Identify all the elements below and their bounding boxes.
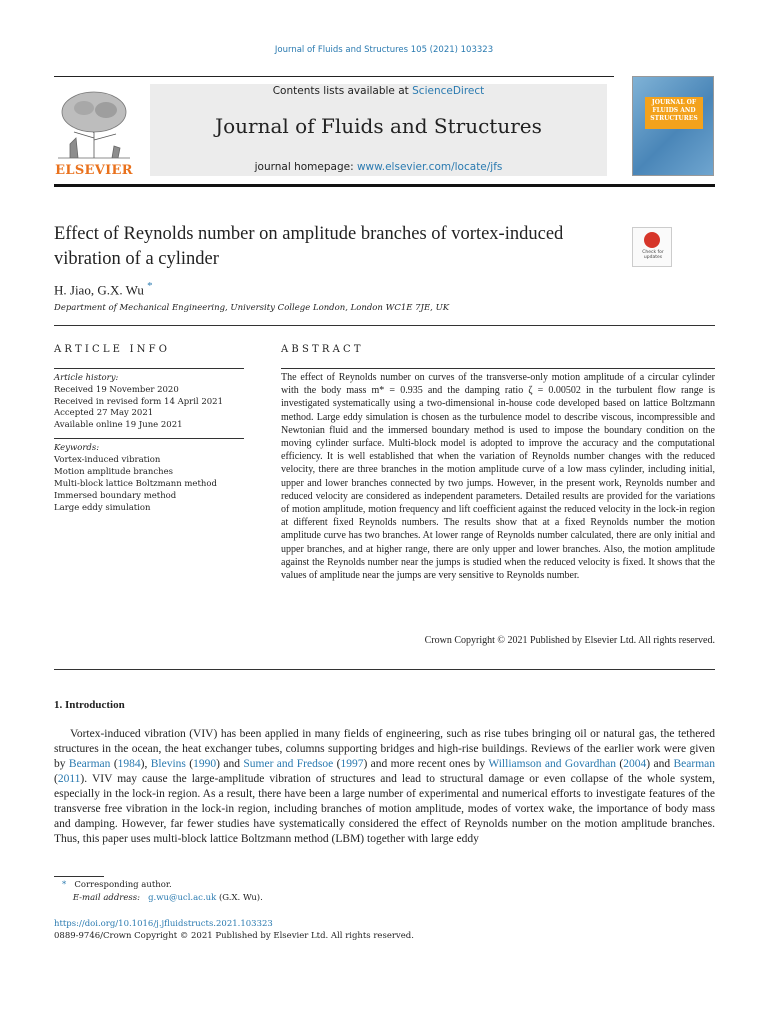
publisher-name: ELSEVIER <box>55 163 133 178</box>
doi-link[interactable]: https://doi.org/10.1016/j.jfluidstructs.2021.103323 <box>54 919 273 929</box>
article-title: Effect of Reynolds number on amplitude branches of vortex-induced vibration of a cylinder <box>54 224 564 269</box>
journal-citation[interactable]: Journal of Fluids and Structures 105 (2021) 103323 <box>274 45 494 55</box>
corresponding-author-mark[interactable]: * <box>147 280 153 292</box>
history-item: Received in revised form 14 April 2021 <box>54 396 223 407</box>
reference-year-link[interactable]: 2011 <box>57 773 81 785</box>
keyword-item: Immersed boundary method <box>54 491 177 501</box>
reference-link[interactable]: Williamson and Govardhan <box>488 758 617 770</box>
email-link[interactable]: g.wu@ucl.ac.uk <box>148 893 217 903</box>
reference-link[interactable]: Bearman <box>68 758 111 770</box>
footnote-divider <box>54 876 104 877</box>
homepage-prefix: journal homepage: <box>254 161 357 173</box>
history-label: Article history: <box>54 373 119 383</box>
history-item: Accepted 27 May 2021 <box>54 408 154 419</box>
email-footnote <box>62 893 263 903</box>
header-thick-rule <box>54 184 715 187</box>
journal-homepage-link[interactable]: www.elsevier.com/locate/jfs <box>356 161 503 173</box>
contents-line <box>150 85 607 97</box>
footnote-text: Corresponding author. <box>74 880 172 890</box>
keyword-item: Motion amplitude branches <box>54 467 173 477</box>
journal-title: Journal of Fluids and Structures <box>215 114 542 138</box>
article-info-heading: ARTICLE INFO <box>54 344 171 355</box>
section-divider <box>54 325 715 326</box>
affiliation: Department of Mechanical Engineering, University College London, London WC1E 7JE, UK <box>54 303 450 313</box>
abstract-heading: ABSTRACT <box>281 344 364 355</box>
keywords <box>54 442 217 514</box>
abstract-text: The effect of Reynolds number on curves of the transverse-only motion amplitude of a circular cylinder with the body mass m* = 0.935 and the damping ratio ζ = 0.00502 in the turbulent flow range is investigated systematically using a two-dimensional in-house code developed based on lattice Boltzmann method. Large eddy simulation is chosen as the turbulence model to describe viscous, incompressible and Newtonian fluid and the immersed boundary method is used to impose the boundary condition on the moving cylinder surface. Multi-block model is adopted to improve the accuracy and the computational efficiency. It is well established that when the variation of Reynolds number changes with the reduced velocity, there are three branches in the motion amplitude curve of a low mass cylinder, including initial, upper and lower branches connected by two jumps. However, in the present work, Reynolds number and reduced velocity are considered as independent parameters. Detailed results are provided for the variations of motion amplitude, motion frequency and lift coefficient against the reduced velocity in the lock-in region at different fixed Reynolds numbers. The results show that at a fixed Reynolds number the motion amplitude curve has two branches. At lower range of Reynolds number calculated, there are only initial and upper branches, and at higher range, there are only upper and lower branches. Also, the motion amplitude against the Reynolds number near the jumps is studied when the reduced velocity is fixed. It shows that the values of amplitude near the jumps are very sensitive to Reynolds number. <box>281 372 715 582</box>
journal-cover-image[interactable] <box>632 76 714 176</box>
keyword-item: Large eddy simulation <box>54 503 151 513</box>
keyword-item: Vortex-induced vibration <box>54 455 161 465</box>
intro-text-part: and more recent ones by <box>367 758 489 770</box>
history-item: Available online 19 June 2021 <box>54 420 183 431</box>
abstract-copyright: Crown Copyright © 2021 Published by Elsevier Ltd. All rights reserved. <box>424 635 715 646</box>
sciencedirect-link[interactable]: ScienceDirect <box>412 85 485 97</box>
header-divider <box>54 76 614 77</box>
author-list <box>54 280 153 298</box>
article-history <box>54 373 223 432</box>
corresponding-author-footnote <box>62 880 172 890</box>
contents-prefix: Contents lists available at <box>272 85 413 97</box>
crossmark-icon <box>644 232 660 248</box>
reference-year-link[interactable]: 1990 <box>193 758 217 770</box>
crossmark-label: Check for updates <box>642 250 664 260</box>
reference-year-link[interactable]: 1984 <box>117 758 141 770</box>
email-suffix: (G.X. Wu). <box>218 893 263 903</box>
reference-year-link[interactable]: 1997 <box>340 758 364 770</box>
author-names: H. Jiao, G.X. Wu <box>54 282 144 298</box>
reference-link[interactable]: Bearman <box>673 758 716 770</box>
reference-link[interactable]: Blevins <box>150 758 186 770</box>
issn-copyright: 0889-9746/Crown Copyright © 2021 Published by Elsevier Ltd. All rights reserved. <box>54 931 414 941</box>
reference-year-link[interactable]: 2004 <box>623 758 647 770</box>
check-for-updates-badge[interactable] <box>632 227 672 267</box>
body-divider <box>54 669 715 670</box>
email-label: E-mail address: <box>72 893 140 903</box>
section-heading-introduction: 1. Introduction <box>54 699 125 711</box>
homepage-line <box>150 161 607 173</box>
reference-link[interactable]: Sumer and Fredsoe <box>243 758 334 770</box>
keyword-item: Multi-block lattice Boltzmann method <box>54 479 217 489</box>
keywords-label: Keywords: <box>54 443 100 453</box>
history-item: Received 19 November 2020 <box>54 384 179 395</box>
abstract-rule <box>281 368 715 369</box>
article-info-rule <box>54 368 244 369</box>
keywords-rule <box>54 438 244 439</box>
introduction-paragraph: Vortex-induced vibration (VIV) has been applied in many fields of engineering, such as rise tubes bringing oil or natural gas, the tethered structures in the ocean, the heat exchanger tubes, columns supporting bridges and high-rise buildings. Reviews of the earlier work were given by Bearman (1984), Blevins (1990) and Sumer and Fredsoe (1997) and more recent ones by Williamson and Govardhan (2004) and Bearman (2011). VIV may cause the large-amplitude vibration of structures and lead to structural damage or even collapse of the whole system, especially in the lock-in region. As a result, there have been a large number of experimental and numerical efforts to investigate features of the transverse free vibration in the lock-in region, including branches of motion amplitude, modes of vortex wake, the importance of body mass and damping. However, far fewer studies have systematically considered the effect of Reynolds number on the motion amplitude branches. Thus, this paper uses multi-block lattice Boltzmann method (LBM) together with large eddy <box>54 728 716 845</box>
cover-title: JOURNAL OF FLUIDS AND STRUCTURES <box>645 97 703 129</box>
intro-text-part: . VIV may cause the large-amplitude vibration of structures and lead to structural damage or even collapse of the whole system, especially in the lock-in region. As a result, there have been a large number of experimental and numerical efforts to investigate features of the transverse free vibration in the lock-in region, including branches of motion amplitude, modes of vortex wake, the importance of body mass and damping. However, far fewer studies have systematically considered the effect of Reynolds number on the motion amplitude branches. Thus, this paper uses multi-block lattice Boltzmann method (LBM) together with large eddy <box>54 773 715 845</box>
footnote-mark: * <box>62 880 67 890</box>
intro-text-part: Vortex-induced vibration (VIV) has been applied in many fields of engineering, such as rise tubes bringing oil or natural gas, the tethered structures in the ocean, the heat exchanger tubes, columns supporting bridges and high-rise buildings. Reviews of the earlier work were given by <box>54 728 715 770</box>
